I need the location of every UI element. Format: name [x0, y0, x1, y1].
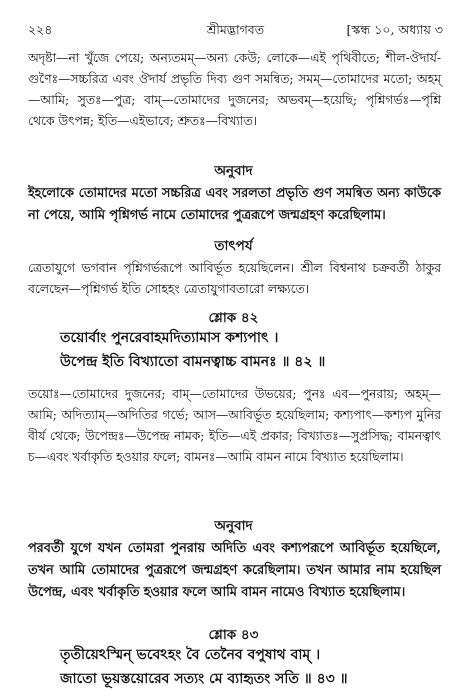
page-number: ২২৪: [28, 22, 53, 37]
translation-heading-41: অনুবাদ: [214, 163, 253, 179]
verse-42-text: [60, 326, 440, 374]
verse-43-line-2: জাতো ভূয়স্তয়োরেব সত্যং মে ব্যাহৃতং সতি ॥ ৪৩ ॥: [60, 671, 348, 687]
translation-verse-42: পরবর্তী যুগে যখন তোমরা পুনরায় অদিতি এবং কশ্যপরূপে আবির্ভূত হয়েছিলে, তখন আমি তোমাদের পুত্ররূপে জন্মগ্রহণ করেছিলাম। তখন আমার নাম হয়েছিল উপেন্দ্র, এবং খর্বাকৃতি হওয়ার ফলে আমি বামন নামেও বিখ্যাত হয়েছিলাম।: [28, 541, 441, 600]
purport-heading: তাৎপর্য: [214, 238, 253, 254]
verse-43-text: [60, 643, 440, 691]
synonyms-verse-42: তয়োঃ—তোমাদের দুজনের; বাম্—তোমাদের উভয়ের; পুনঃ এব—পুনরায়; অহম্—আমি; অদিত্যাম্—অদিতির গর্ভে; আস—আবির্ভূত হয়েছিলাম; কশ্যপাৎ—কশ্যপ মুনির বীর্য থেকে; উপেন্দ্রঃ—উপেন্দ্র নামক; ইতি—এই প্রকার; বিখ্যাতঃ—সুপ্রসিদ্ধ; বামনত্বাৎ চ—এবং খর্বাকৃতি হওয়ার ফলে; বামনঃ—আমি বামন নামে বিখ্যাত হয়েছিলাম।: [28, 387, 441, 464]
translation-verse-41: ইহলোকে তোমাদের মতো সচ্চরিত্র এবং সরলতা প্রভৃতি গুণ সমন্বিত অন্য কাউকে না পেয়ে, আমি পৃশ্নিগর্ভ নামে তোমাদের পুত্ররূপে জন্মগ্রহণ করেছিলাম।: [28, 186, 441, 223]
sloka-43-heading: শ্লোক ৪৩: [208, 627, 259, 643]
translation-heading-42: অনুবাদ: [214, 518, 253, 534]
canto-chapter-location: [স্কন্ধ ১০, অধ্যায় ৩: [346, 22, 443, 37]
sloka-42-heading: শ্লোক ৪২: [208, 310, 259, 326]
page-header: [28, 22, 443, 42]
purport-verse-41: ত্রেতাযুগে ভগবান পৃশ্নিগর্ভরূপে আবির্ভূত হয়েছিলেন। শ্রীল বিশ্বনাথ চক্রবর্তী ঠাকুর বলেছেন—পৃশ্নিগর্ভ ইতি সোহহং ত্রেতাযুগাবতারো লক্ষ্যতে।: [28, 261, 441, 296]
verse-42-line-1: তয়োর্বাং পুনরেবাহমদিত্যামাস কশ্যপাৎ ।: [60, 330, 279, 346]
verse-42-line-2: উপেন্দ্র ইতি বিখ্যাতো বামনত্বাচ্চ বামনঃ ॥ ৪২ ॥: [60, 354, 326, 370]
book-title: শ্রীমদ্ভাগবত: [206, 22, 265, 37]
synonyms-verse-41: অদৃষ্টা—না খুঁজে পেয়ে; অন্যতমম্—অন্য কেউ; লোকে—এই পৃথিবীতে; শীল-ঔদার্য-গুণৈঃ—সচ্চরিত্র এবং ঔদার্য প্রভৃতি দিব্য গুণ সমন্বিত; সমম্—তোমাদের মতো; অহম্—আমি; সুতঃ—পুত্র; বাম্—তোমাদের দুজনের; অভবম্—হয়েছি; পৃশ্নিগর্ভঃ—পৃশ্নি থেকে উৎপন্ন; ইতি—এইভাবে; শ্রুতঃ—বিখ্যাত।: [28, 51, 441, 128]
verse-43-line-1: তৃতীয়েঽস্মিন্ ভবেঽহং বৈ তেনৈব বপুষাথ বাম্ ।: [60, 647, 321, 663]
